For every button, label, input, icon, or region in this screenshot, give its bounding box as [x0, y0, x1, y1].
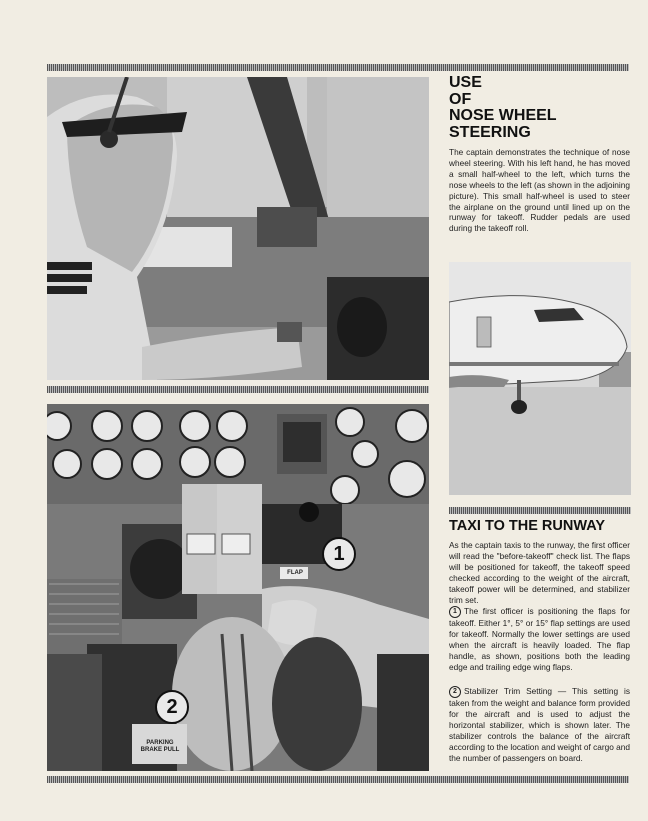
note-2-number: 2 [449, 686, 461, 698]
section2-body: As the captain taxis to the runway, the first officer will read the "before-takeoff" check list. The flaps will be positioned for takeoff, the takeoff speed checked according to the weight of the aircraft, takeoff power will be determined, and stabilizer trim set. [449, 540, 630, 605]
heading-line-use: USE [449, 74, 482, 91]
captain-steering-photo [47, 77, 429, 380]
section1-heading [449, 75, 557, 141]
right-stripe [449, 507, 631, 514]
aircraft-nose-photo [449, 262, 631, 495]
heading-line-nose-wheel: NOSE WHEEL [449, 107, 557, 124]
note-1-number: 1 [449, 606, 461, 618]
section2-heading: TAXI TO THE RUNWAY [449, 518, 606, 534]
parking-brake-label: PARKING BRAKE PULL [140, 740, 180, 753]
top-stripe [47, 64, 629, 71]
note-2-text: Stabilizer Trim Setting — This setting is taken from the weight and balance form provided for the aircraft and is used to adjust the horizontal stabilizer, which is shown later. The stabilizer controls the balance of the aircraft according to the location and weight of cargo and the number of passengers on board. [449, 686, 630, 763]
middle-stripe [47, 386, 429, 393]
callout-1: 1 [322, 537, 356, 571]
heading-line-of: OF [449, 90, 472, 108]
cockpit-pedestal-photo [47, 404, 429, 771]
heading-line-steering: STEERING [449, 123, 531, 141]
callout-2: 2 [155, 690, 189, 724]
bottom-stripe [47, 776, 629, 783]
note-2 [449, 686, 630, 763]
note-1-text: The first officer is positioning the flaps for takeoff. Either 1°, 5° or 15° flap settings are used for takeoff. Normally the lower settings are used when the aircraft is heavily loaded. The flap handle, as shown, positions both the leading edge and trailing edge wing flaps. [449, 606, 630, 672]
section1-body: The captain demonstrates the technique of nose wheel steering. With his left hand, he has moved a small half-wheel to the left, which turns the nose wheels to the left (as shown in the adjoining picture). This small half-wheel is used to steer the airplane on the ground until lined up on the runway for takeoff. Rudder pedals are used during the takeoff roll. [449, 147, 630, 234]
note-1 [449, 606, 630, 673]
flap-label: FLAP [287, 570, 303, 576]
